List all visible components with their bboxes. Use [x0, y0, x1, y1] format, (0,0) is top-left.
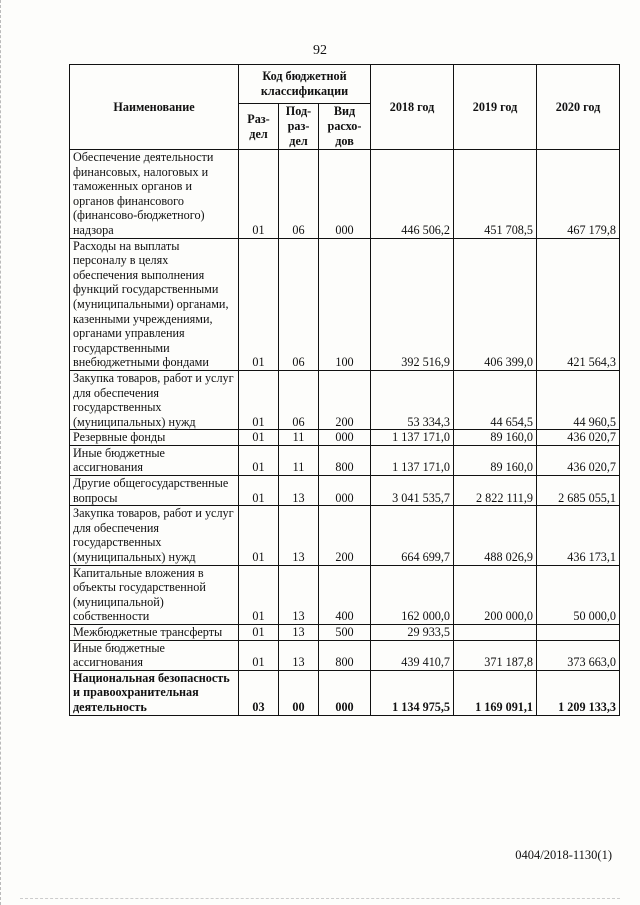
row-podrazdel: 13: [279, 625, 319, 641]
row-razdel: 01: [239, 476, 279, 506]
row-razdel: 01: [239, 565, 279, 624]
row-2018: 29 933,5: [371, 625, 454, 641]
header-podrazdel: Под- раз- дел: [279, 104, 319, 150]
row-2020: 373 663,0: [537, 640, 620, 670]
table-row: [70, 625, 620, 641]
row-2018: 1 134 975,5: [371, 670, 454, 715]
header-2019: 2019 год: [454, 65, 537, 150]
table-row: [70, 506, 620, 565]
row-razdel: 01: [239, 430, 279, 446]
row-podrazdel: 11: [279, 430, 319, 446]
row-vid: 000: [319, 150, 371, 239]
row-2018: 664 699,7: [371, 506, 454, 565]
row-2020: 421 564,3: [537, 238, 620, 370]
row-2020: [537, 625, 620, 641]
row-name: Расходы на выплаты персоналу в целях обеспечения выполнения функций государственными (муниципальными) органами, казенными учреждениями, органами управления государственными внебюджетными фондами: [70, 238, 239, 370]
row-podrazdel: 06: [279, 370, 319, 429]
table-row: [70, 445, 620, 475]
row-vid: 000: [319, 476, 371, 506]
row-name: Капитальные вложения в объекты государственной (муниципальной) собственности: [70, 565, 239, 624]
header-2020: 2020 год: [537, 65, 620, 150]
row-vid: 400: [319, 565, 371, 624]
row-vid: 200: [319, 506, 371, 565]
row-name: Межбюджетные трансферты: [70, 625, 239, 641]
row-2018: 446 506,2: [371, 150, 454, 239]
row-2019: 488 026,9: [454, 506, 537, 565]
row-name: Закупка товаров, работ и услуг для обеспечения государственных (муниципальных) нужд: [70, 506, 239, 565]
row-podrazdel: 11: [279, 445, 319, 475]
header-code-group: Код бюджетной классификации: [239, 65, 371, 104]
row-razdel: 01: [239, 506, 279, 565]
row-razdel: 01: [239, 150, 279, 239]
row-2018: 1 137 171,0: [371, 445, 454, 475]
row-podrazdel: 06: [279, 150, 319, 239]
row-2019: 1 169 091,1: [454, 670, 537, 715]
row-2020: 436 020,7: [537, 430, 620, 446]
row-2019: 44 654,5: [454, 370, 537, 429]
budget-table: [69, 64, 620, 716]
table-row: [70, 150, 620, 239]
row-vid: 100: [319, 238, 371, 370]
row-2020: 1 209 133,3: [537, 670, 620, 715]
row-2018: 439 410,7: [371, 640, 454, 670]
row-razdel: 01: [239, 445, 279, 475]
row-2020: 467 179,8: [537, 150, 620, 239]
row-vid: 800: [319, 445, 371, 475]
row-name: Обеспечение деятельности финансовых, налоговых и таможенных органов и органов финансового (финансово-бюджетного) надзора: [70, 150, 239, 239]
row-2018: 3 041 535,7: [371, 476, 454, 506]
header-name: Наименование: [70, 65, 239, 150]
table-row: [70, 370, 620, 429]
row-name: Закупка товаров, работ и услуг для обеспечения государственных (муниципальных) нужд: [70, 370, 239, 429]
row-name: Иные бюджетные ассигнования: [70, 640, 239, 670]
row-vid: 800: [319, 640, 371, 670]
row-name: Резервные фонды: [70, 430, 239, 446]
table-row: [70, 476, 620, 506]
page-number: 92: [313, 43, 327, 58]
row-vid: 200: [319, 370, 371, 429]
row-2018: 162 000,0: [371, 565, 454, 624]
row-2019: 200 000,0: [454, 565, 537, 624]
row-2019: [454, 625, 537, 641]
row-2020: 436 173,1: [537, 506, 620, 565]
row-razdel: 01: [239, 238, 279, 370]
row-name: Иные бюджетные ассигнования: [70, 445, 239, 475]
header-2018: 2018 год: [371, 65, 454, 150]
row-podrazdel: 13: [279, 640, 319, 670]
scan-edge: [0, 0, 3, 905]
row-2020: 50 000,0: [537, 565, 620, 624]
table-row: [70, 238, 620, 370]
row-podrazdel: 06: [279, 238, 319, 370]
row-2019: 89 160,0: [454, 430, 537, 446]
row-2018: 1 137 171,0: [371, 430, 454, 446]
row-podrazdel: 13: [279, 506, 319, 565]
row-razdel: 03: [239, 670, 279, 715]
row-name: Другие общегосударственные вопросы: [70, 476, 239, 506]
row-vid: 000: [319, 670, 371, 715]
row-podrazdel: 13: [279, 565, 319, 624]
row-razdel: 01: [239, 640, 279, 670]
row-2020: 44 960,5: [537, 370, 620, 429]
row-podrazdel: 13: [279, 476, 319, 506]
row-vid: 000: [319, 430, 371, 446]
row-2020: 436 020,7: [537, 445, 620, 475]
table-row: [70, 640, 620, 670]
scan-bottom-edge: [20, 898, 620, 899]
document-code: 0404/2018-1130(1): [515, 848, 612, 862]
row-2020: 2 685 055,1: [537, 476, 620, 506]
row-2018: 392 516,9: [371, 238, 454, 370]
row-2019: 371 187,8: [454, 640, 537, 670]
row-podrazdel: 00: [279, 670, 319, 715]
table-row-section-total: [70, 670, 620, 715]
row-2019: 451 708,5: [454, 150, 537, 239]
header-razdel: Раз- дел: [239, 104, 279, 150]
row-2019: 406 399,0: [454, 238, 537, 370]
row-razdel: 01: [239, 370, 279, 429]
header-vid: Вид расхо- дов: [319, 104, 371, 150]
row-2018: 53 334,3: [371, 370, 454, 429]
table-row: [70, 565, 620, 624]
table-row: [70, 430, 620, 446]
row-name: Национальная безопасность и правоохранительная деятельность: [70, 670, 239, 715]
row-2019: 2 822 111,9: [454, 476, 537, 506]
row-vid: 500: [319, 625, 371, 641]
row-razdel: 01: [239, 625, 279, 641]
row-2019: 89 160,0: [454, 445, 537, 475]
